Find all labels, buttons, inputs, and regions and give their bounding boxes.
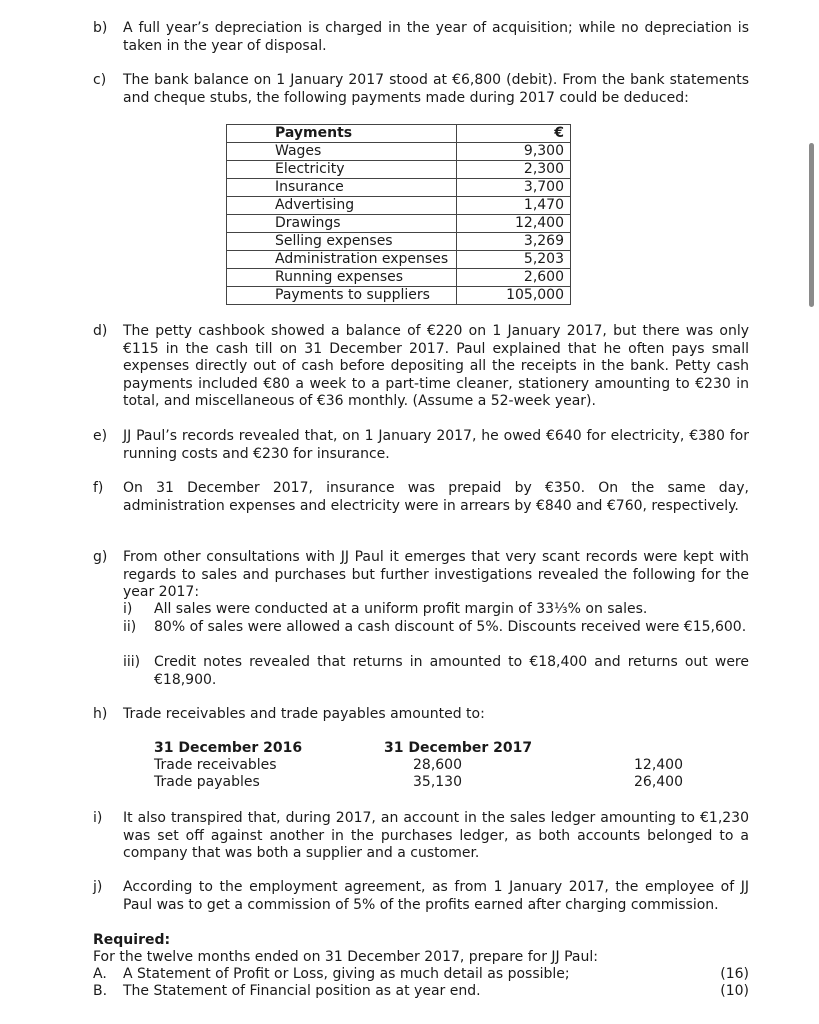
item-d-text: The petty cashbook showed a balance of €220 on 1 January 2017, but there was only €115 in the cash till on 31 December 2017. Paul explained that he often pays small expenses directly out of cash before depositing all the receipts in the bank. Petty cash payments included €80 a week to a part-time cleaner, stationery amounting to €230 in total, and miscellaneous of €36 monthly. (Assume a 52-week year). <box>123 323 749 409</box>
payments-table <box>226 124 571 305</box>
payment-label: Drawings <box>227 215 457 233</box>
sub-label: iii) <box>123 654 141 670</box>
sub-text: Credit notes revealed that returns in amounted to €18,400 and returns out were €18,900. <box>154 654 749 688</box>
task-text: A Statement of Profit or Loss, giving as much detail as possible; <box>123 966 570 982</box>
item-c-text: The bank balance on 1 January 2017 stood at €6,800 (debit). From the bank statements and cheque stubs, the following payments made during 2017 could be deduced: <box>123 72 749 106</box>
payment-amount: 5,203 <box>457 251 571 269</box>
table-row <box>227 215 571 233</box>
payment-label: Insurance <box>227 179 457 197</box>
item-g-sub-ii <box>123 619 749 637</box>
item-c <box>93 72 749 107</box>
trade-col1-header: 31 December 2016 <box>154 740 303 756</box>
item-d <box>93 323 749 411</box>
item-i <box>93 810 749 863</box>
payment-amount: 3,700 <box>457 179 571 197</box>
item-j <box>93 879 749 914</box>
payment-label: Advertising <box>227 197 457 215</box>
required-intro: For the twelve months ended on 31 December 2017, prepare for JJ Paul: <box>93 949 598 965</box>
trade-row-label: Trade payables <box>154 774 260 790</box>
trade-col2-header: 31 December 2017 <box>384 740 533 756</box>
table-row <box>227 251 571 269</box>
item-j-label: j) <box>93 879 103 895</box>
payments-header-currency: € <box>457 125 571 143</box>
payments-header-row <box>227 125 571 143</box>
payment-label: Selling expenses <box>227 233 457 251</box>
task-text: The Statement of Financial position as at year end. <box>123 983 481 999</box>
item-e-text: JJ Paul’s records revealed that, on 1 January 2017, he owed €640 for electricity, €380 for running costs and €230 for insurance. <box>123 428 749 462</box>
payment-amount: 1,470 <box>457 197 571 215</box>
item-e <box>93 428 749 463</box>
trade-row-2016: 28,600 <box>413 757 462 773</box>
payment-label: Payments to suppliers <box>227 287 457 305</box>
table-row <box>227 269 571 287</box>
sub-text: 80% of sales were allowed a cash discount of 5%. Discounts received were €15,600. <box>154 619 747 635</box>
required-heading <box>93 932 749 950</box>
item-i-text: It also transpired that, during 2017, an account in the sales ledger amounting to €1,230 was set off against another in the purchases ledger, as both accounts belonged to a company that was both a supplier and a customer. <box>123 810 749 861</box>
item-c-label: c) <box>93 72 107 88</box>
task-marks: (16) <box>720 966 749 982</box>
trade-row-2016: 35,130 <box>413 774 462 790</box>
task-marks: (10) <box>720 983 749 999</box>
item-b-label: b) <box>93 20 108 36</box>
payment-label: Administration expenses <box>227 251 457 269</box>
payment-label: Running expenses <box>227 269 457 287</box>
sub-text: All sales were conducted at a uniform profit margin of 33⅓% on sales. <box>154 601 648 617</box>
payment-amount: 3,269 <box>457 233 571 251</box>
table-row <box>227 197 571 215</box>
item-f <box>93 480 749 515</box>
payment-amount: 105,000 <box>457 287 571 305</box>
table-row <box>227 161 571 179</box>
item-f-text: On 31 December 2017, insurance was prepaid by €350. On the same day, administration expenses and electricity were in arrears by €840 and €760, respectively. <box>123 480 749 514</box>
item-b <box>93 20 749 55</box>
item-h-text: Trade receivables and trade payables amounted to: <box>123 706 485 722</box>
table-row <box>227 287 571 305</box>
payment-label: Electricity <box>227 161 457 179</box>
required-heading-text: Required: <box>93 932 171 948</box>
item-d-label: d) <box>93 323 108 339</box>
item-g-sub-i <box>123 601 749 619</box>
item-g <box>93 549 749 602</box>
task-label: A. <box>93 966 107 982</box>
trade-row-2017: 26,400 <box>634 774 683 790</box>
payment-amount: 2,300 <box>457 161 571 179</box>
table-row <box>227 233 571 251</box>
item-g-label: g) <box>93 549 108 565</box>
item-h <box>93 706 749 724</box>
table-row <box>227 179 571 197</box>
item-i-label: i) <box>93 810 103 826</box>
payments-header-label: Payments <box>227 125 457 143</box>
sub-label: ii) <box>123 619 137 635</box>
table-row <box>227 143 571 161</box>
sub-label: i) <box>123 601 133 617</box>
item-j-text: According to the employment agreement, as from 1 January 2017, the employee of JJ Paul was to get a commission of 5% of the profits earned after charging commission. <box>123 879 749 913</box>
item-g-text: From other consultations with JJ Paul it emerges that very scant records were kept with regards to sales and purchases but further investigations revealed the following for the year 2017: <box>123 549 749 600</box>
item-e-label: e) <box>93 428 108 444</box>
trade-row-2017: 12,400 <box>634 757 683 773</box>
payment-amount: 2,600 <box>457 269 571 287</box>
payment-amount: 9,300 <box>457 143 571 161</box>
item-g-sub-iii <box>123 654 749 689</box>
task-label: B. <box>93 983 108 999</box>
item-f-label: f) <box>93 480 104 496</box>
item-b-text: A full year’s depreciation is charged in the year of acquisition; while no depreciation is taken in the year of disposal. <box>123 20 749 54</box>
item-h-label: h) <box>93 706 108 722</box>
payment-label: Wages <box>227 143 457 161</box>
payment-amount: 12,400 <box>457 215 571 233</box>
vertical-scrollbar[interactable] <box>809 143 814 307</box>
trade-row-label: Trade receivables <box>154 757 277 773</box>
